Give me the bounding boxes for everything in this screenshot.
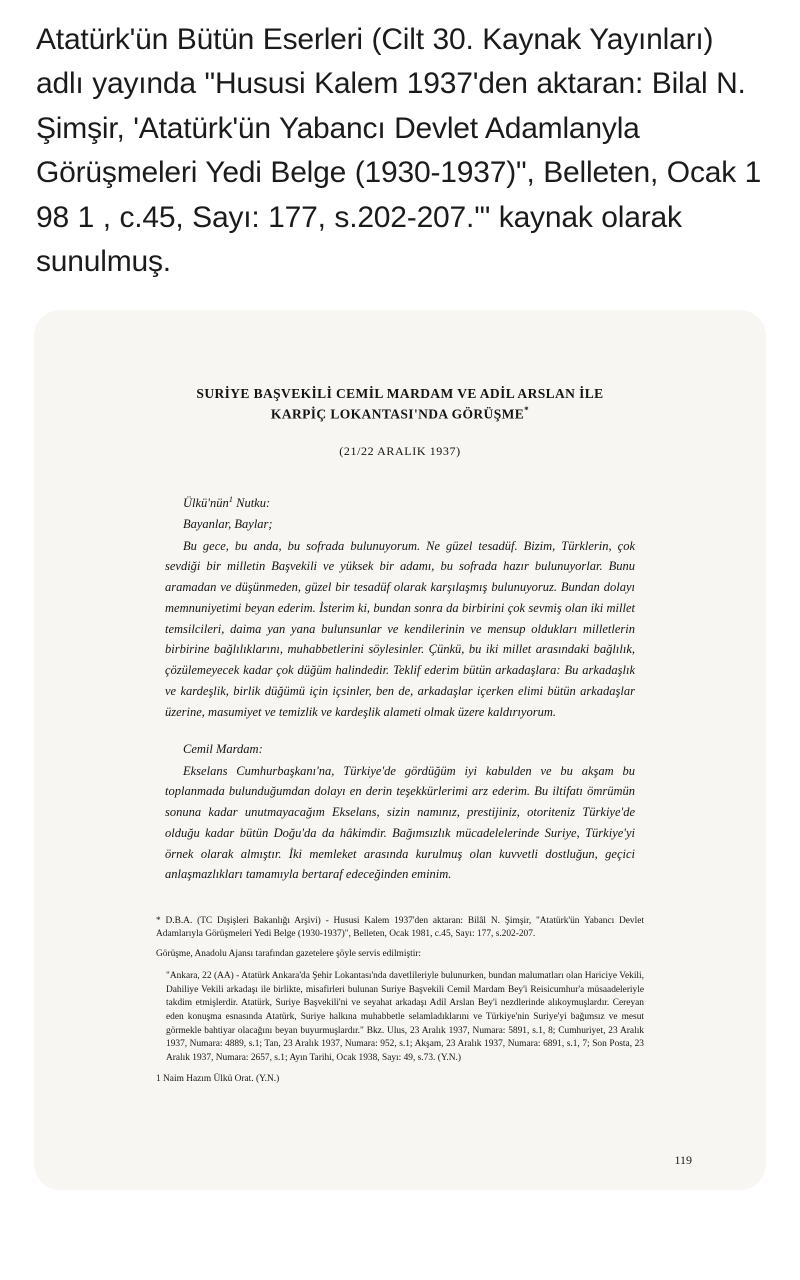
footnote-zone [156,915,644,1086]
footnote-intro: Görüşme, Anadolu Ajansı tarafından gazetelere şöyle servis edilmiştir: [156,948,422,959]
page-caption: Atatürk'ün Bütün Eserleri (Cilt 30. Kaynak Yayınları) adlı yayında "Hususi Kalem 1937'den aktaran: Bilal N. Şimşir, 'Atatürk'ün Yabancı Devlet Adamlanyla Görüşmeleri Yedi Belge (1930-1937)", Belleten, Ocak 1 98 1 , c.45, Sayı: 177, s.202-207.'" kaynak olarak sunulmuş. [36,23,762,278]
speech-paragraph-cemil-mardam: Ekselans Cumhurbaşkanı'na, Türkiye'de gördüğüm iyi kabulden ve bu akşam bu toplanmada bulunduğumdan dolayı en derin teşekkürlerimi arz ederim. Bu iltifatı ömrümün sonuna kadar unutmayacağım Ekselans, sizin namınız, prestijiniz, otoriteniz Türkiye'de olduğu kadar bütün Doğu'da da hâkimdir. Bağımsızlık mücadelelerinde Suriye, Türkiye'yi örnek olarak almıştır. İki memleket arasında kurulmuş olan kuvvetli dostluğun, geçici anlaşmazlıkları tamamıyla bertaraf edeceğinden eminim. [165,763,635,882]
page-number: 119 [674,1153,692,1168]
document-title-line2: KARPİÇ LOKANTASI'NDA GÖRÜŞME [270,406,525,422]
title-footnote-marker: * [524,404,530,415]
document-date: (21/22 ARALIK 1937) [339,443,461,458]
document-title [185,384,615,424]
speaker-name-ulku [183,493,635,513]
speaker-name-text: Ülkü'nün [183,496,229,511]
footnote-star: * D.B.A. (TC Dışişleri Bakanlığı Arşivi) - Hususi Kalem 1937'den aktaran: Bilâl N. Şimşir, "Atatürk'ün Yabancı Devlet Adamlarıyla Görüşmeleri Yedi Belge (1930-1937)", Belleten, Ocak 1981, c.45, Sayı: 177, s.202-207. [156,916,644,940]
footnote-one: 1 Naim Hazım Ülkü Orat. (Y.N.) [156,1073,280,1084]
scanned-document-card [34,310,766,1190]
scanned-document-body [90,384,710,1085]
speech-paragraph-ulku: Bu gece, bu anda, bu sofrada bulunuyorum. Ne güzel tesadüf. Bizim, Türklerin, çok sevdiği bir milletin Başvekili ve yüksek bir adamı, bu sofrada hazır bulunuyorlar. Bunu aramadan ve düşünmeden, güzel bir tesadüf olarak karşılaşmış bulunuyoruz. Bundan dolayı memnuniyetimi beyan ederim. İsterim ki, bundan sonra da birbirini çok sevmiş olan iki millet temsilcileri, daima yan yana bulunsunlar ve kendilerinin ve mensup oldukları milletlerin birbirine bağlılıklarını, muhabbetlerini söylesinler. Çünkü, bu iki millet arasındaki bağlılık, çözülemeyecek kadar çok düğüm halindedir. Teklif ederim bütün arkadaşlara: Bu arkadaşlık ve kardeşlik, birlik düğümü için içsinler, ben de, arkadaşlar içerken elimi bütün arkadaşlar üzerine, masumiyet ve temizlik ve kardeşlik alameti olmak üzere kaldırıyorum. [165,538,635,719]
paragraph-spacer [165,722,635,739]
document-title-line1: SURİYE BAŞVEKİLİ CEMİL MARDAM VE ADİL ARSLAN İLE [196,386,604,402]
document-text-column [165,493,635,885]
speaker-name-cemil-mardam: Cemil Mardam: [183,742,263,757]
speaker-name-suffix: Nutku: [232,496,271,511]
footnote-press-quote: "Ankara, 22 (AA) - Atatürk Ankara'da Şehir Lokantası'nda davetlileriyle bulunurken, bundan malumatları olan Hariciye Vekili, Dahiliye Vekili arkadaşı ile birlikte, misafirleri bulunan Suriye Başvekili Cemil Mardam Bey'i Reisicumhur'a müsaadeleriyle takdim etmişlerdir. Atatürk, Suriye Başvekili'ni ve seyahat arkadaşı Adil Arslan Bey'i nezdlerinde alıkoymuşlardır. Cereyan eden konuşma esnasında Atatürk, Suriye halkına muhabbetle selamladıklarını ve Türkiye'nin Suriye'yi bağımsız ve mesut görmekle bahtiyar olacağını beyan buyurmuşlardır." Bkz. Ulus, 23 Aralık 1937, Numara: 5891, s.1, 8; Cumhuriyet, 23 Aralık 1937, Numara: 4889, s.1; Tan, 23 Aralık 1937, Numara: 952, s.1; Akşam, 23 Aralık 1937, Numara: 6891, s.1, 7; Son Posta, 23 Aralık 1937, Numara: 2657, s.1; Ayın Tarihi, Ocak 1938, Sayı: 49, s.73. (Y.N.) [166,971,644,1063]
speaker-footnote-marker: 1 [228,493,233,504]
salutation-line: Bayanlar, Baylar; [183,517,273,532]
